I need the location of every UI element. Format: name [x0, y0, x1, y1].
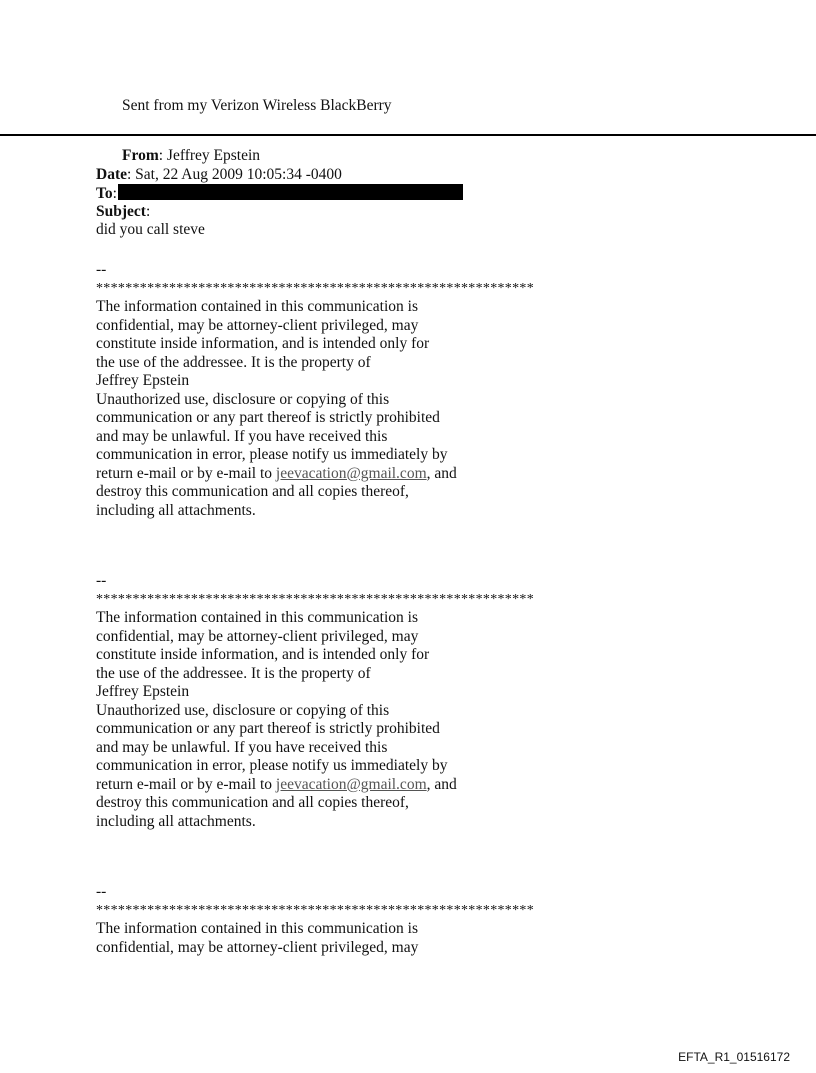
disclaimer-line: confidential, may be attorney-client privileged, may — [96, 627, 419, 645]
disclaimer-line: constitute inside information, and is intended only for — [96, 335, 430, 352]
stars-separator: ************************************************************ — [96, 591, 534, 607]
disclaimer-line: including all attachments. — [96, 812, 256, 830]
email-link[interactable]: jeevacation@gmail.com — [275, 464, 427, 482]
return-prefix: return e-mail or by e-mail to — [96, 464, 276, 482]
subject-line — [96, 203, 463, 222]
email-link[interactable]: jeevacation@gmail.com — [275, 775, 427, 793]
sent-from-line: Sent from my Verizon Wireless BlackBerry — [122, 97, 392, 114]
signature-dash: -- — [96, 572, 107, 589]
disclaimer-line: communication or any part thereof is strictly prohibited — [96, 409, 440, 426]
disclaimer-line: Unauthorized use, disclosure or copying of this — [96, 390, 390, 408]
disclaimer-block-1 — [96, 261, 534, 520]
disclaimer-line: including all attachments. — [96, 501, 256, 519]
disclaimer-line: Jeffrey Epstein — [96, 683, 190, 700]
disclaimer-return-line — [96, 776, 534, 795]
to-label: To — [96, 185, 113, 202]
disclaimer-line: and may be unlawful. If you have received this — [96, 427, 388, 445]
to-colon: : — [112, 185, 117, 202]
from-line — [96, 147, 463, 166]
subject-colon: : — [145, 202, 151, 220]
signature-dash: -- — [96, 261, 107, 278]
disclaimer-line: communication in error, please notify us immediately by — [96, 757, 448, 774]
disclaimer-line: The information contained in this communication is — [96, 609, 418, 626]
disclaimer-line: constitute inside information, and is intended only for — [96, 646, 430, 663]
disclaimer-line: Jeffrey Epstein — [96, 372, 190, 389]
date-value: : Sat, 22 Aug 2009 10:05:34 -0400 — [127, 165, 342, 183]
from-value: : Jeffrey Epstein — [158, 147, 261, 164]
disclaimer-line: the use of the addressee. It is the property of — [96, 664, 371, 682]
stars-separator: ************************************************************ — [96, 902, 534, 918]
date-label: Date — [96, 165, 127, 183]
disclaimer-return-line — [96, 465, 534, 484]
disclaimer-line: communication in error, please notify us immediately by — [96, 446, 448, 463]
subject-text: did you call steve — [96, 221, 205, 238]
stars-separator: ************************************************************ — [96, 280, 534, 296]
to-line — [96, 184, 463, 203]
subject-label: Subject — [96, 202, 146, 220]
return-suffix: , and — [426, 464, 457, 482]
signature-dash: -- — [96, 883, 107, 900]
disclaimer-line: confidential, may be attorney-client privileged, may — [96, 938, 419, 956]
disclaimer-line: and may be unlawful. If you have received this — [96, 738, 388, 756]
disclaimer-line: Unauthorized use, disclosure or copying of this — [96, 701, 390, 719]
disclaimer-line: destroy this communication and all copies thereof, — [96, 483, 409, 500]
from-label: From — [122, 147, 159, 164]
return-prefix: return e-mail or by e-mail to — [96, 775, 276, 793]
disclaimer-line: destroy this communication and all copies thereof, — [96, 794, 409, 811]
disclaimer-line: communication or any part thereof is strictly prohibited — [96, 720, 440, 737]
date-line — [96, 166, 463, 185]
divider — [0, 134, 816, 136]
email-header — [96, 147, 463, 240]
disclaimer-line: The information contained in this communication is — [96, 920, 418, 937]
disclaimer-line: the use of the addressee. It is the property of — [96, 353, 371, 371]
redaction-bar — [118, 184, 463, 200]
return-suffix: , and — [426, 775, 457, 793]
disclaimer-line: confidential, may be attorney-client privileged, may — [96, 316, 419, 334]
disclaimer-line: The information contained in this communication is — [96, 298, 418, 315]
document-id: EFTA_R1_01516172 — [678, 1050, 790, 1064]
disclaimer-block-3 — [96, 883, 534, 957]
disclaimer-block-2 — [96, 572, 534, 831]
